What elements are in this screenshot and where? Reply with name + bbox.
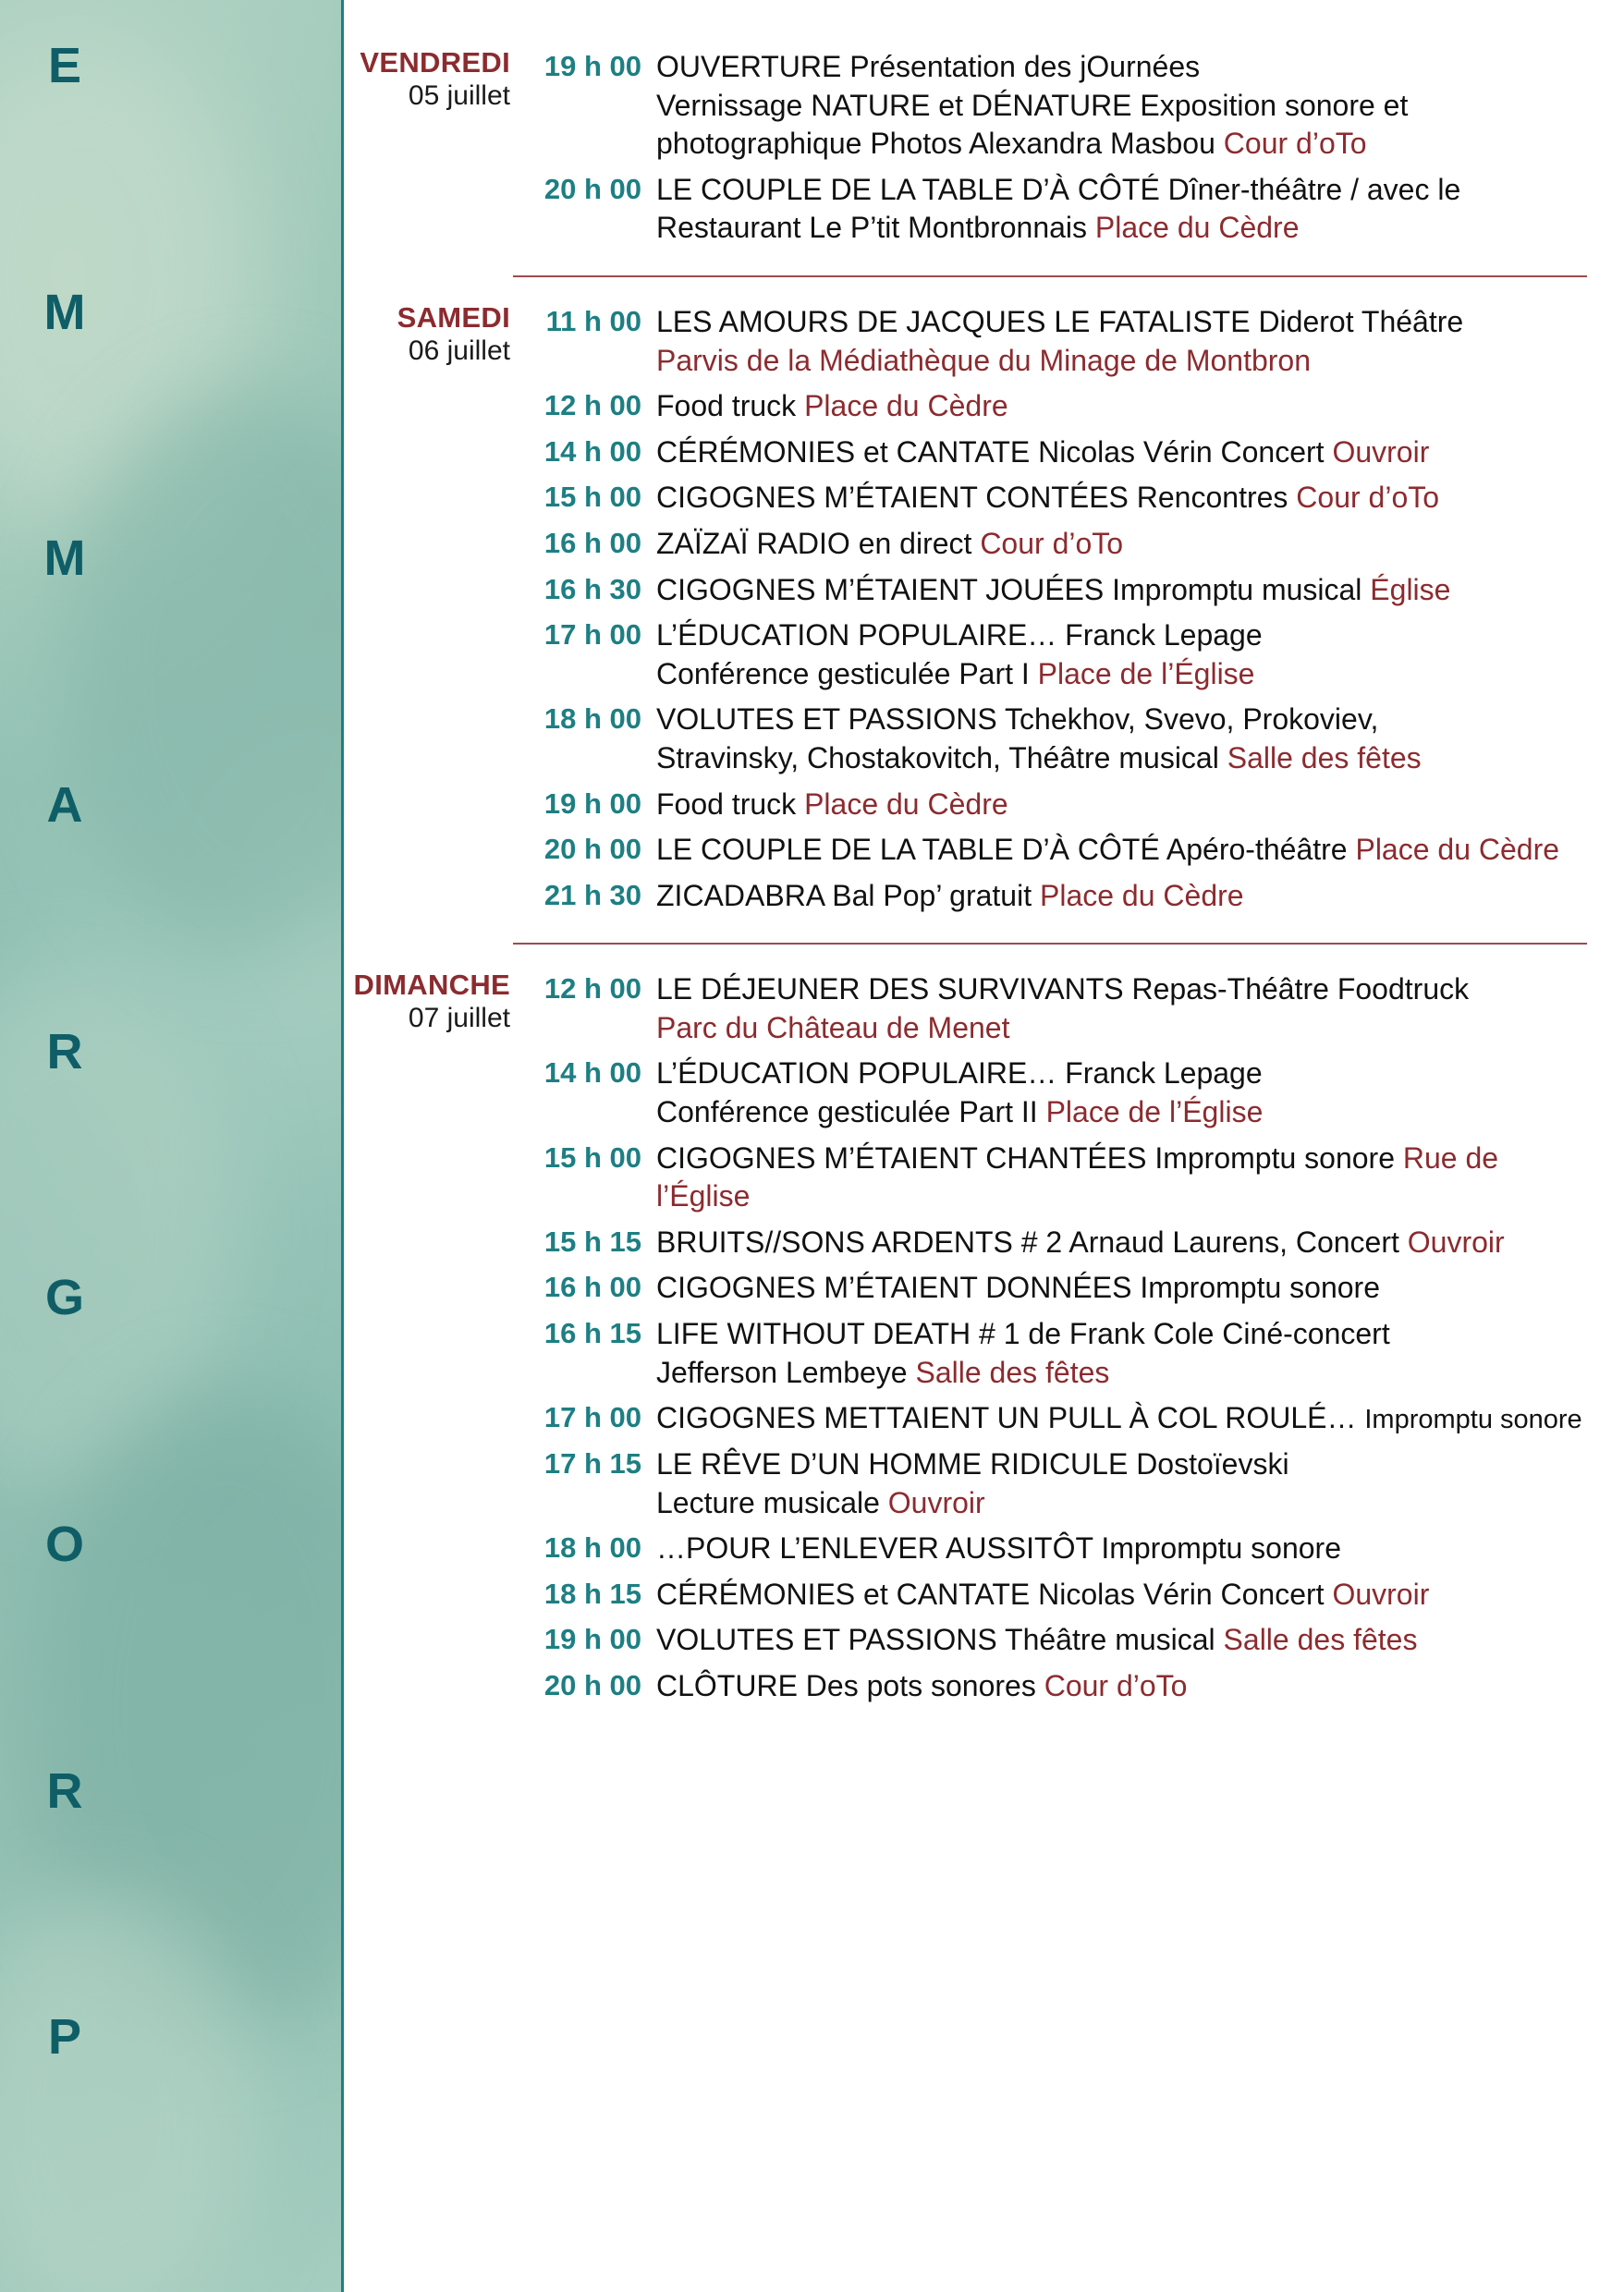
event-line [656, 739, 1596, 778]
event-description [656, 1224, 1596, 1262]
day-block [342, 943, 1624, 1749]
event-time: 18 h 15 [543, 1577, 641, 1610]
event-time: 16 h 15 [543, 1317, 641, 1350]
event-venue: Place du Cèdre [804, 389, 1008, 423]
event-venue: Place de l’Église [1037, 656, 1255, 690]
day-label [342, 48, 534, 255]
event-line [656, 387, 1596, 426]
event-venue: Salle des fêtes [1223, 1623, 1418, 1657]
event-description [656, 1530, 1596, 1568]
event-line [656, 1140, 1596, 1216]
event-line [656, 970, 1596, 1009]
event-time: 11 h 00 [545, 304, 641, 337]
event-title: LIFE WITHOUT DEATH # 1 de Frank Cole Ciné-concert [656, 1317, 1390, 1351]
event-title: LE COUPLE DE LA TABLE D’À CÔTÉ Dîner-théâtre / avec le [656, 172, 1461, 206]
event-line [656, 1399, 1596, 1438]
event-line [656, 525, 1596, 564]
event-time: 19 h 00 [543, 50, 641, 82]
event-venue: Ouvroir [1332, 1577, 1430, 1611]
event-title: Restaurant Le P’tit Montbronnais [656, 211, 1095, 245]
event-title: CIGOGNES METTAIENT UN PULL À COL ROULÉ… [656, 1401, 1365, 1435]
vertical-title-letter: P [47, 2009, 82, 2066]
event-line [656, 1315, 1596, 1354]
event-row [534, 1621, 1596, 1660]
event-time: 18 h 00 [543, 702, 641, 736]
event-list [534, 303, 1624, 922]
event-description [656, 970, 1596, 1047]
event-line [656, 1576, 1596, 1615]
event-list [534, 970, 1624, 1713]
vertical-title-letter: M [43, 530, 86, 587]
event-row [534, 1399, 1596, 1438]
vertical-title-letter: M [43, 284, 86, 340]
event-title: Jefferson Lembeye [656, 1355, 916, 1389]
event-venue: Rue de l’Église [656, 1140, 1499, 1213]
event-description [656, 1055, 1596, 1131]
event-line [656, 479, 1596, 518]
event-line [656, 616, 1596, 655]
event-row [534, 970, 1596, 1047]
event-description [656, 616, 1596, 693]
event-time: 16 h 30 [543, 572, 641, 605]
vertical-title-letter: O [44, 1517, 84, 1572]
event-title: LE COUPLE DE LA TABLE D’À CÔTÉ Apéro-théâtre [656, 833, 1356, 867]
day-name: DIMANCHE [353, 969, 510, 1002]
event-title: Conférence gesticulée Part II [656, 1095, 1046, 1129]
event-row [534, 1315, 1596, 1392]
event-venue: Place de l’Église [1045, 1095, 1264, 1129]
event-venue: Parc du Château de Menet [656, 1010, 1010, 1044]
decorative-green-band [0, 0, 342, 2292]
event-title: Lecture musicale [656, 1485, 888, 1519]
event-time: 14 h 00 [543, 434, 641, 468]
event-title: LES AMOURS DE JACQUES LE FATALISTE Diderot Théâtre [656, 304, 1464, 338]
event-venue: Cour d’oTo [980, 526, 1124, 560]
event-description [656, 479, 1596, 518]
event-row [534, 1269, 1596, 1308]
event-time: 15 h 00 [543, 481, 641, 514]
event-time: 19 h 00 [543, 786, 641, 820]
event-time: 16 h 00 [543, 1271, 641, 1304]
event-description [656, 1315, 1596, 1392]
event-line [656, 1269, 1596, 1308]
event-title: Stravinsky, Chostakovitch, Théâtre musical [656, 740, 1227, 774]
event-description [656, 877, 1596, 916]
event-title: CIGOGNES M’ÉTAIENT JOUÉES Impromptu musical [656, 572, 1371, 606]
event-row [534, 387, 1596, 426]
event-description [656, 1269, 1596, 1308]
event-row [534, 1530, 1596, 1568]
event-line [656, 1055, 1596, 1093]
event-line [656, 831, 1596, 870]
event-time: 20 h 00 [543, 833, 641, 866]
event-time: 14 h 00 [543, 1056, 641, 1090]
event-venue: Place du Cèdre [1355, 833, 1560, 867]
event-description [656, 1399, 1596, 1438]
vertical-title-letter: E [47, 38, 82, 93]
event-venue: Cour d’oTo [1044, 1668, 1188, 1702]
event-list [534, 48, 1624, 255]
event-description [656, 1576, 1596, 1615]
event-description [656, 571, 1596, 610]
event-title: BRUITS//SONS ARDENTS # 2 Arnaud Laurens, Concert [656, 1225, 1408, 1259]
event-title: VOLUTES ET PASSIONS Tchekhov, Svevo, Prokoviev, [656, 702, 1379, 737]
event-description [656, 1445, 1596, 1522]
event-row [534, 701, 1596, 777]
event-description [656, 786, 1596, 824]
vertical-title-letter: G [44, 1270, 84, 1326]
event-time: 18 h 00 [543, 1531, 641, 1565]
event-description [656, 433, 1596, 472]
vertical-title-letter: A [46, 777, 83, 833]
event-title: LE RÊVE D’UN HOMME RIDICULE Dostoïevski [656, 1446, 1289, 1481]
event-venue: Salle des fêtes [1227, 740, 1422, 774]
event-row [534, 171, 1596, 248]
event-line [656, 1009, 1596, 1048]
event-venue: Ouvroir [887, 1485, 985, 1519]
event-line [656, 433, 1596, 472]
event-line [656, 877, 1596, 916]
event-row [534, 1667, 1596, 1706]
event-line [656, 209, 1596, 248]
event-venue: Ouvroir [1407, 1225, 1505, 1259]
event-time: 12 h 00 [543, 972, 641, 1006]
vertical-page-title [0, 0, 342, 2292]
event-venue: Place du Cèdre [1039, 878, 1244, 912]
event-time: 19 h 00 [543, 1623, 641, 1656]
event-line [656, 1530, 1596, 1568]
event-description [656, 1667, 1596, 1706]
vertical-divider [341, 0, 344, 2292]
event-line [656, 87, 1596, 126]
event-row [534, 616, 1596, 693]
event-time: 15 h 15 [543, 1225, 641, 1258]
event-line [656, 655, 1596, 694]
event-description [656, 831, 1596, 870]
event-venue: Cour d’oTo [1223, 127, 1367, 161]
event-row [534, 525, 1596, 564]
event-title: Vernissage NATURE et DÉNATURE Exposition sonore et [656, 88, 1409, 122]
day-label [342, 300, 534, 922]
event-line [656, 1445, 1596, 1484]
event-time: 21 h 30 [543, 878, 641, 911]
event-line [656, 786, 1596, 824]
event-title: ZICADABRA Bal Pop’ gratuit [656, 878, 1040, 912]
event-description [656, 1140, 1596, 1216]
event-title: L’ÉDUCATION POPULAIRE… Franck Lepage [656, 1056, 1263, 1091]
event-row [534, 1445, 1596, 1522]
event-title: LE DÉJEUNER DES SURVIVANTS Repas-Théâtre Foodtruck [656, 972, 1470, 1006]
event-venue: Ouvroir [1332, 434, 1430, 469]
event-title: Conférence gesticulée Part I [656, 656, 1038, 690]
event-description [656, 701, 1596, 777]
event-row [534, 48, 1596, 164]
day-date: 05 juillet [408, 79, 510, 111]
event-time: 20 h 00 [543, 1668, 641, 1701]
event-line [656, 701, 1596, 739]
event-line [656, 48, 1596, 87]
event-row [534, 1224, 1596, 1262]
day-date: 07 juillet [408, 1002, 510, 1033]
day-name: SAMEDI [397, 300, 510, 334]
event-title: ZAÏZAÏ RADIO en direct [656, 526, 981, 560]
event-row [534, 303, 1596, 380]
event-title: CLÔTURE Des pots sonores [656, 1668, 1044, 1702]
event-row [534, 1055, 1596, 1131]
event-row [534, 571, 1596, 610]
event-description [656, 525, 1596, 564]
vertical-title-letter: R [46, 1762, 83, 1819]
event-title: CIGOGNES M’ÉTAIENT CHANTÉES Impromptu sonore [656, 1140, 1403, 1175]
event-venue: Salle des fêtes [915, 1355, 1110, 1389]
day-date: 06 juillet [408, 335, 510, 366]
event-row [534, 1576, 1596, 1615]
event-title: Food truck [656, 786, 805, 821]
event-venue: Place du Cèdre [804, 786, 1008, 821]
event-line [656, 1484, 1596, 1523]
event-row [534, 877, 1596, 916]
event-title: L’ÉDUCATION POPULAIRE… Franck Lepage [656, 618, 1263, 652]
event-title: photographique Photos Alexandra Masbou [656, 127, 1224, 161]
event-row [534, 1140, 1596, 1216]
event-description [656, 387, 1596, 426]
event-row [534, 786, 1596, 824]
event-time: 15 h 00 [543, 1140, 641, 1174]
event-description [656, 1621, 1596, 1660]
event-row [534, 433, 1596, 472]
event-venue: Cour d’oTo [1296, 481, 1440, 515]
day-label [342, 970, 534, 1713]
event-time: 17 h 00 [543, 1401, 641, 1434]
event-line [656, 303, 1596, 342]
program-content [342, 0, 1624, 2292]
event-title: CIGOGNES M’ÉTAIENT DONNÉES Impromptu sonore [656, 1271, 1380, 1305]
event-line [656, 1621, 1596, 1660]
event-title: VOLUTES ET PASSIONS Théâtre musical [656, 1623, 1224, 1657]
event-title: CÉRÉMONIES et CANTATE Nicolas Vérin Concert [656, 1577, 1333, 1611]
event-line [656, 342, 1596, 381]
event-venue: Église [1370, 572, 1451, 606]
vertical-title-letter: R [46, 1023, 83, 1079]
event-venue: Parvis de la Médiathèque du Minage de Montbron [656, 343, 1311, 377]
event-venue: Place du Cèdre [1094, 211, 1300, 245]
event-line [656, 125, 1596, 164]
day-block [342, 275, 1624, 943]
event-line [656, 1093, 1596, 1132]
event-time: 17 h 15 [543, 1446, 641, 1480]
event-line [656, 571, 1596, 610]
event-time: 16 h 00 [543, 526, 641, 559]
event-line [656, 1667, 1596, 1706]
event-title: CIGOGNES M’ÉTAIENT CONTÉES Rencontres [656, 481, 1297, 515]
day-name: VENDREDI [360, 46, 510, 79]
event-subtitle: Impromptu sonore [1364, 1405, 1582, 1435]
event-title: Food truck [656, 389, 805, 423]
event-title: OUVERTURE Présentation des jOurnées [656, 50, 1201, 83]
event-line [656, 1224, 1596, 1262]
event-title: CÉRÉMONIES et CANTATE Nicolas Vérin Concert [656, 434, 1333, 469]
event-description [656, 48, 1596, 164]
day-block [342, 0, 1624, 275]
event-time: 17 h 00 [543, 618, 641, 652]
event-row [534, 831, 1596, 870]
event-time: 12 h 00 [543, 389, 641, 422]
event-line [656, 171, 1596, 210]
event-title: …POUR L’ENLEVER AUSSITÔT Impromptu sonore [656, 1531, 1341, 1566]
event-description [656, 303, 1596, 380]
event-row [534, 479, 1596, 518]
event-line [656, 1354, 1596, 1393]
event-time: 20 h 00 [543, 172, 641, 205]
event-description [656, 171, 1596, 248]
